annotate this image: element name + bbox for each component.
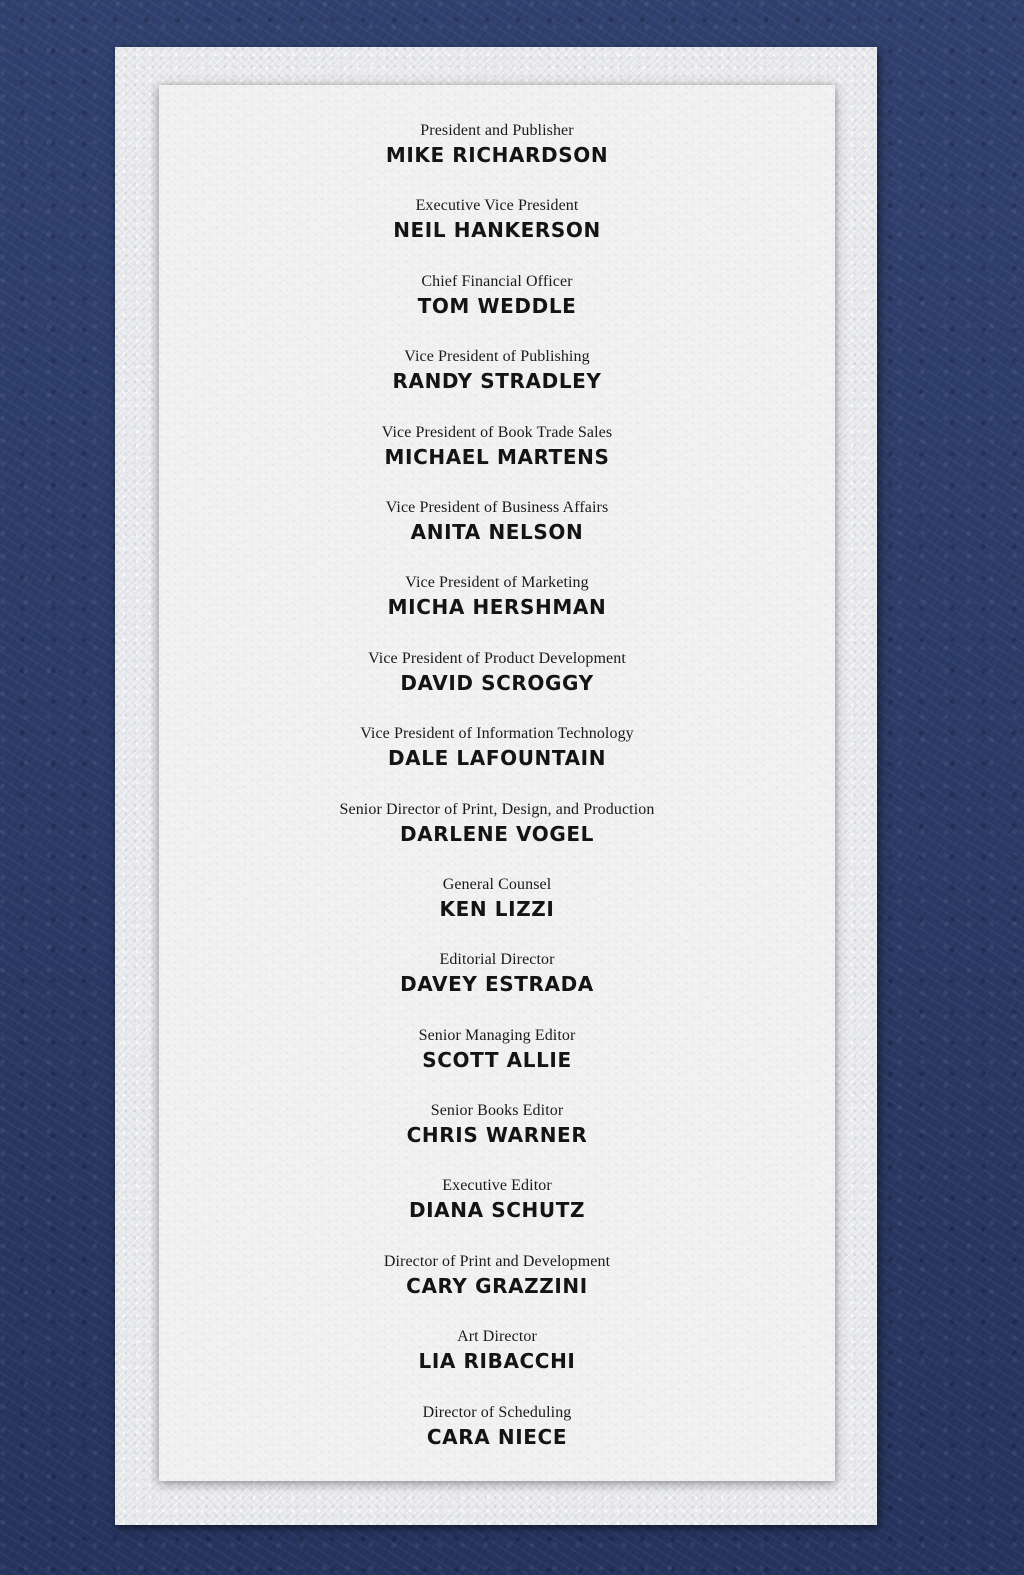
staff-title: Senior Director of Print, Design, and Production [339, 800, 655, 818]
staff-entry [159, 724, 835, 799]
staff-name: DARLENE VOGEL [399, 821, 594, 846]
staff-list [159, 121, 835, 1478]
staff-entry [159, 1327, 835, 1402]
staff-name: DALE LAFOUNTAIN [387, 746, 607, 771]
staff-entry [159, 1403, 835, 1478]
staff-entry [159, 1101, 835, 1176]
staff-title: Vice President of Book Trade Sales [381, 423, 613, 441]
staff-title: Vice President of Information Technology [360, 725, 634, 743]
staff-name: KEN LIZZI [439, 896, 555, 921]
staff-title: Executive Editor [442, 1177, 552, 1195]
staff-entry [159, 272, 835, 347]
staff-name: SCOTT ALLIE [422, 1047, 572, 1072]
staff-name: DAVID SCROGGY [400, 670, 594, 695]
staff-title: Vice President of Publishing [404, 348, 590, 366]
staff-entry [159, 423, 835, 498]
staff-entry [159, 498, 835, 573]
staff-entry [159, 1026, 835, 1101]
staff-title: Art Director [457, 1328, 537, 1346]
staff-title: Director of Scheduling [422, 1403, 572, 1421]
staff-name: TOM WEDDLE [417, 293, 577, 318]
staff-title: General Counsel [442, 875, 552, 893]
staff-name: CARY GRAZZINI [406, 1273, 588, 1298]
staff-name: ANITA NELSON [410, 519, 584, 544]
staff-entry [159, 950, 835, 1025]
staff-entry [159, 121, 835, 196]
staff-title: Chief Financial Officer [421, 272, 573, 290]
staff-entry [159, 1176, 835, 1251]
staff-entry [159, 800, 835, 875]
staff-entry [159, 649, 835, 724]
staff-title: Vice President of Product Development [368, 649, 626, 667]
staff-title: Editorial Director [439, 951, 555, 969]
staff-title: Vice President of Marketing [405, 574, 589, 592]
staff-name: CHRIS WARNER [406, 1123, 588, 1148]
staff-title: Director of Print and Development [383, 1252, 611, 1270]
staff-name: MIKE RICHARDSON [385, 143, 609, 167]
staff-name: MICHAEL MARTENS [384, 444, 610, 469]
staff-title: Executive Vice President [415, 197, 579, 215]
staff-title: Vice President of Business Affairs [385, 498, 609, 516]
staff-name: DIANA SCHUTZ [408, 1198, 586, 1223]
staff-name: NEIL HANKERSON [393, 218, 601, 243]
staff-entry [159, 573, 835, 648]
staff-listing-page [159, 85, 835, 1481]
staff-name: RANDY STRADLEY [392, 369, 602, 394]
staff-name: LIA RIBACCHI [418, 1349, 576, 1374]
staff-title: Senior Books Editor [430, 1102, 564, 1120]
staff-title: Senior Managing Editor [418, 1026, 576, 1044]
staff-title: President and Publisher [420, 122, 574, 139]
staff-name: MICHA HERSHMAN [387, 595, 607, 620]
staff-entry [159, 347, 835, 422]
staff-entry [159, 1252, 835, 1327]
staff-entry [159, 875, 835, 950]
staff-name: CARA NIECE [426, 1424, 568, 1449]
staff-name: DAVEY ESTRADA [400, 972, 594, 997]
staff-entry [159, 196, 835, 271]
